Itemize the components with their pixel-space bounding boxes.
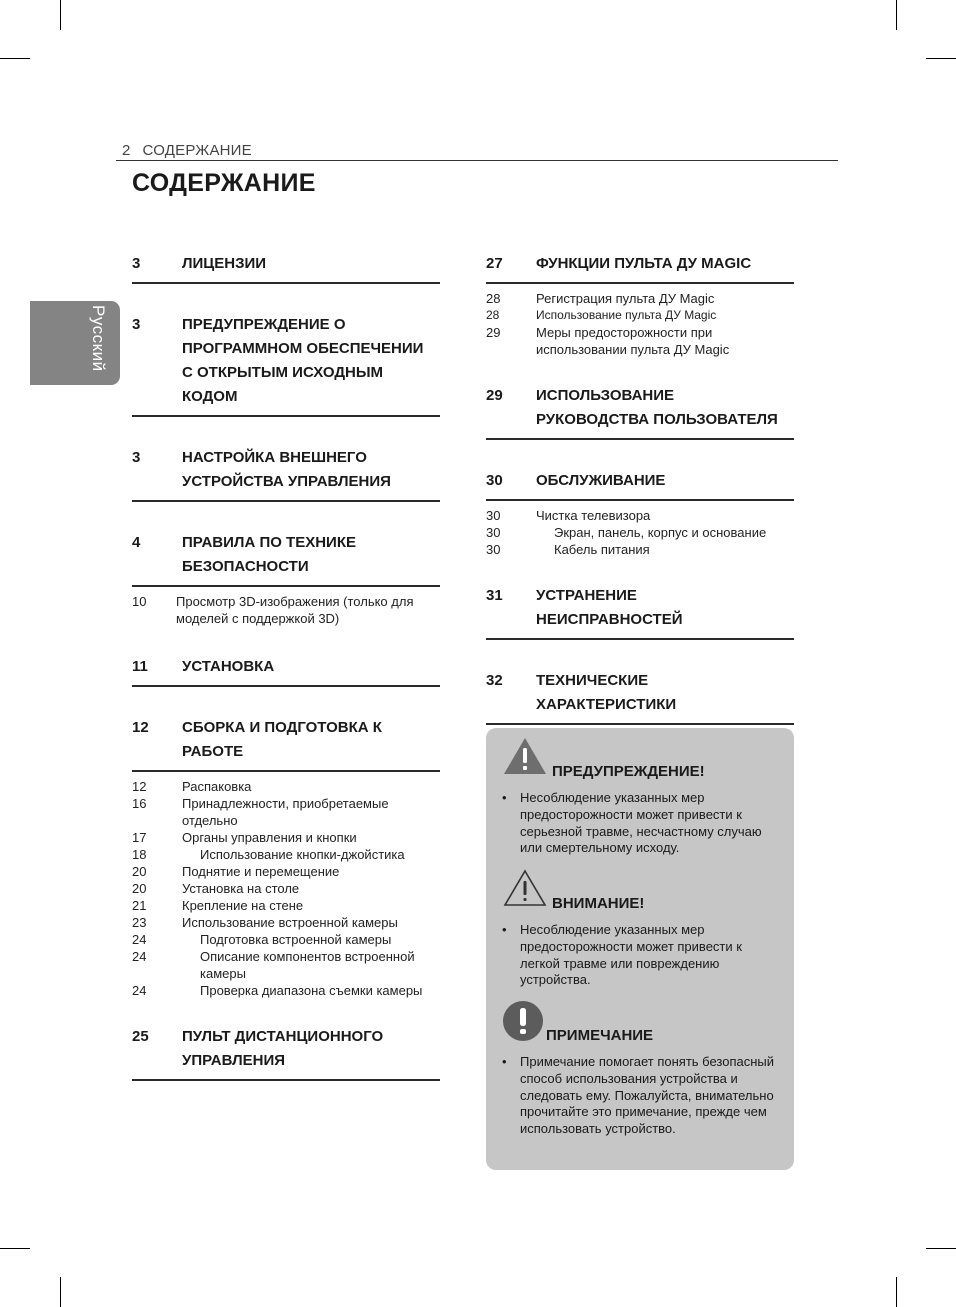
toc-subitem[interactable] <box>132 982 440 999</box>
toc-subitem-text: Установка на столе <box>182 881 300 896</box>
running-header <box>122 142 252 159</box>
toc-subitem[interactable] <box>132 948 440 982</box>
warning-title: ПРЕДУПРЕЖДЕНИЕ! <box>552 763 705 780</box>
toc-subitem-text: Меры предосторожности при использовании пульта ДУ Magic <box>536 325 730 357</box>
toc-subitem[interactable] <box>486 524 794 541</box>
toc-subitem-text: Крепление на стене <box>182 898 304 913</box>
caution-triangle-outline-icon <box>502 868 548 908</box>
toc-section-heading[interactable] <box>132 446 440 502</box>
toc-subitem-page: 30 <box>486 525 501 540</box>
toc-section <box>132 655 440 687</box>
toc-section <box>132 446 440 502</box>
toc-subitem-text: Экран, панель, корпус и основание <box>554 525 767 540</box>
toc-subitem-page: 30 <box>486 542 501 557</box>
page-title: СОДЕРЖАНИЕ <box>132 169 316 197</box>
toc-subitem-page: 17 <box>132 830 147 845</box>
toc-subitem-text: Использование встроенной камеры <box>182 915 398 930</box>
toc-section-heading[interactable] <box>486 584 794 640</box>
toc-subitem[interactable] <box>486 541 794 558</box>
crop-mark <box>926 1248 956 1249</box>
toc-subitem-page: 23 <box>132 915 147 930</box>
toc-subitem[interactable] <box>486 290 794 307</box>
toc-section-title: СБОРКА И ПОДГОТОВКА К РАБОТЕ <box>182 719 382 760</box>
toc-subitems <box>132 778 440 999</box>
toc-subitem-text: Регистрация пульта ДУ Magic <box>536 291 715 306</box>
note-exclamation-circle-icon <box>502 1000 544 1042</box>
toc-subitem-text: Описание компонентов встроенной камеры <box>200 949 415 981</box>
toc-subitem-text: Использование кнопки-джойстика <box>200 847 405 862</box>
toc-section-title: ПРАВИЛА ПО ТЕХНИКЕ БЕЗОПАСНОСТИ <box>182 534 357 575</box>
toc-page-number: 12 <box>132 719 149 736</box>
toc-section-title: НАСТРОЙКА ВНЕШНЕГО УСТРОЙСТВА УПРАВЛЕНИЯ <box>182 449 391 490</box>
warning-notice <box>486 736 794 857</box>
toc-section-title: ОБСЛУЖИВАНИЕ <box>536 472 666 489</box>
toc-subitem[interactable] <box>132 880 440 897</box>
toc-section-heading[interactable] <box>132 252 440 284</box>
running-title: СОДЕРЖАНИЕ <box>142 142 252 159</box>
toc-subitem-page: 16 <box>132 796 147 811</box>
toc-page-number: 4 <box>132 534 141 551</box>
toc-subitem-page: 20 <box>132 881 147 896</box>
toc-subitem[interactable] <box>132 795 440 829</box>
toc-page-number: 30 <box>486 472 503 489</box>
toc-subitem-page: 24 <box>132 949 147 964</box>
note-title: ПРИМЕЧАНИЕ <box>546 1027 654 1044</box>
toc-section-heading[interactable] <box>132 716 440 772</box>
toc-page-number: 25 <box>132 1028 149 1045</box>
toc-section-title: ПРЕДУПРЕЖДЕНИЕ О ПРОГРАММНОМ ОБЕСПЕЧЕНИИ С ОТКРЫТЫМ ИСХОДНЫМ КОДОМ <box>182 316 424 405</box>
toc-subitem[interactable] <box>132 931 440 948</box>
toc-section-title: ФУНКЦИИ ПУЛЬТА ДУ MAGIC <box>536 255 752 272</box>
crop-mark <box>60 0 61 30</box>
toc-subitem-text: Кабель питания <box>554 542 650 557</box>
toc-subitems <box>486 290 794 358</box>
toc-subitem-page: 28 <box>486 308 500 322</box>
toc-page-number: 3 <box>132 316 141 333</box>
toc-section <box>132 252 440 284</box>
crop-mark <box>0 58 30 59</box>
toc-page-number: 32 <box>486 672 503 689</box>
toc-page-number: 11 <box>132 658 148 675</box>
toc-subitem-page: 12 <box>132 779 147 794</box>
toc-page-number: 3 <box>132 255 141 272</box>
toc-section-heading[interactable] <box>486 669 794 725</box>
note-notice <box>486 1000 794 1138</box>
toc-page-number: 31 <box>486 587 503 604</box>
toc-section <box>132 716 440 999</box>
toc-subitems <box>486 507 794 558</box>
toc-subitem-text: Принадлежности, приобретаемые отдельно <box>182 796 389 828</box>
toc-section-title: ТЕХНИЧЕСКИЕ ХАРАКТЕРИСТИКИ <box>536 672 677 713</box>
toc-subitem[interactable] <box>132 846 440 863</box>
toc-subitem-text: Распаковка <box>182 779 252 794</box>
toc-section-heading[interactable] <box>132 1025 440 1081</box>
toc-section-heading[interactable] <box>486 469 794 501</box>
toc-subitem-text: Органы управления и кнопки <box>182 830 357 845</box>
header-rule <box>116 160 838 161</box>
crop-mark <box>926 58 956 59</box>
toc-subitem[interactable] <box>132 593 440 627</box>
language-tab <box>30 301 120 385</box>
toc-subitem-page: 24 <box>132 983 147 998</box>
toc-subitem[interactable] <box>486 324 794 358</box>
toc-section-heading[interactable] <box>486 384 794 440</box>
toc-section-heading[interactable] <box>132 531 440 587</box>
toc-page-number: 29 <box>486 387 503 404</box>
toc-section <box>486 252 794 358</box>
page-number: 2 <box>122 142 131 159</box>
toc-section <box>132 1025 440 1081</box>
toc-section-heading[interactable] <box>132 313 440 417</box>
toc-subitem-page: 10 <box>132 594 147 609</box>
toc-subitem-page: 24 <box>132 932 147 947</box>
warning-text: • Несоблюдение указанных мер предосторожности может привести к серьезной травме, несчастному случаю или смертельному исходу. <box>486 790 794 857</box>
toc-section <box>486 469 794 558</box>
toc-right-column <box>486 240 794 725</box>
toc-page-number: 27 <box>486 255 503 272</box>
toc-subitems <box>132 593 440 627</box>
safety-notices-box <box>486 728 794 1170</box>
toc-subitem-text: Просмотр 3D-изображения (только для моделей с поддержкой 3D) <box>176 594 414 626</box>
caution-title: ВНИМАНИЕ! <box>552 895 645 912</box>
caution-text: • Несоблюдение указанных мер предосторожности может привести к легкой травме или повреждению устройства. <box>486 922 794 989</box>
toc-subitem-text: Использование пульта ДУ Magic <box>536 308 717 322</box>
toc-subitem[interactable] <box>132 829 440 846</box>
toc-section-heading[interactable] <box>486 252 794 284</box>
caution-notice <box>486 868 794 989</box>
toc-section <box>486 384 794 440</box>
toc-section-title: ИСПОЛЬЗОВАНИЕ РУКОВОДСТВА ПОЛЬЗОВАТЕЛЯ <box>536 387 778 428</box>
toc-section-heading[interactable] <box>132 655 440 687</box>
toc-subitem-text: Проверка диапазона съемки камеры <box>200 983 423 998</box>
toc-section <box>132 313 440 417</box>
toc-page-number: 3 <box>132 449 141 466</box>
warning-triangle-filled-icon <box>502 736 548 776</box>
toc-subitem-page: 20 <box>132 864 147 879</box>
toc-section-title: УСТРАНЕНИЕ НЕИСПРАВНОСТЕЙ <box>536 587 683 628</box>
toc-subitem[interactable] <box>486 507 794 524</box>
toc-section <box>486 669 794 725</box>
toc-subitem-page: 29 <box>486 325 501 340</box>
toc-subitem-page: 30 <box>486 508 501 523</box>
toc-subitem-text: Подготовка встроенной камеры <box>200 932 392 947</box>
toc-subitem[interactable] <box>132 778 440 795</box>
toc-subitem-page: 18 <box>132 847 147 862</box>
toc-subitem-page: 21 <box>132 898 147 913</box>
toc-subitem[interactable] <box>132 914 440 931</box>
language-tab-label: Русский <box>89 305 108 372</box>
crop-mark <box>0 1248 30 1249</box>
toc-section-title: УСТАНОВКА <box>182 658 275 675</box>
note-text: • Примечание помогает понять безопасный способ использования устройства и следовать ему. Пожалуйста, внимательно прочитайте это примечание, прежде чем использовать устройство. <box>486 1054 794 1138</box>
toc-subitem-page: 28 <box>486 291 501 306</box>
toc-subitem-text: Чистка телевизора <box>536 508 651 523</box>
toc-subitem[interactable] <box>132 897 440 914</box>
crop-mark <box>896 0 897 30</box>
crop-mark <box>60 1277 61 1307</box>
toc-subitem[interactable] <box>486 307 794 324</box>
toc-subitem-text: Поднятие и перемещение <box>182 864 340 879</box>
toc-subitem[interactable] <box>132 863 440 880</box>
crop-mark <box>896 1277 897 1307</box>
toc-section-title: ЛИЦЕНЗИИ <box>182 255 267 272</box>
toc-section <box>132 531 440 627</box>
toc-section-title: ПУЛЬТ ДИСТАНЦИОННОГО УПРАВЛЕНИЯ <box>182 1028 384 1069</box>
toc-left-column <box>132 240 440 1081</box>
toc-section <box>486 584 794 640</box>
